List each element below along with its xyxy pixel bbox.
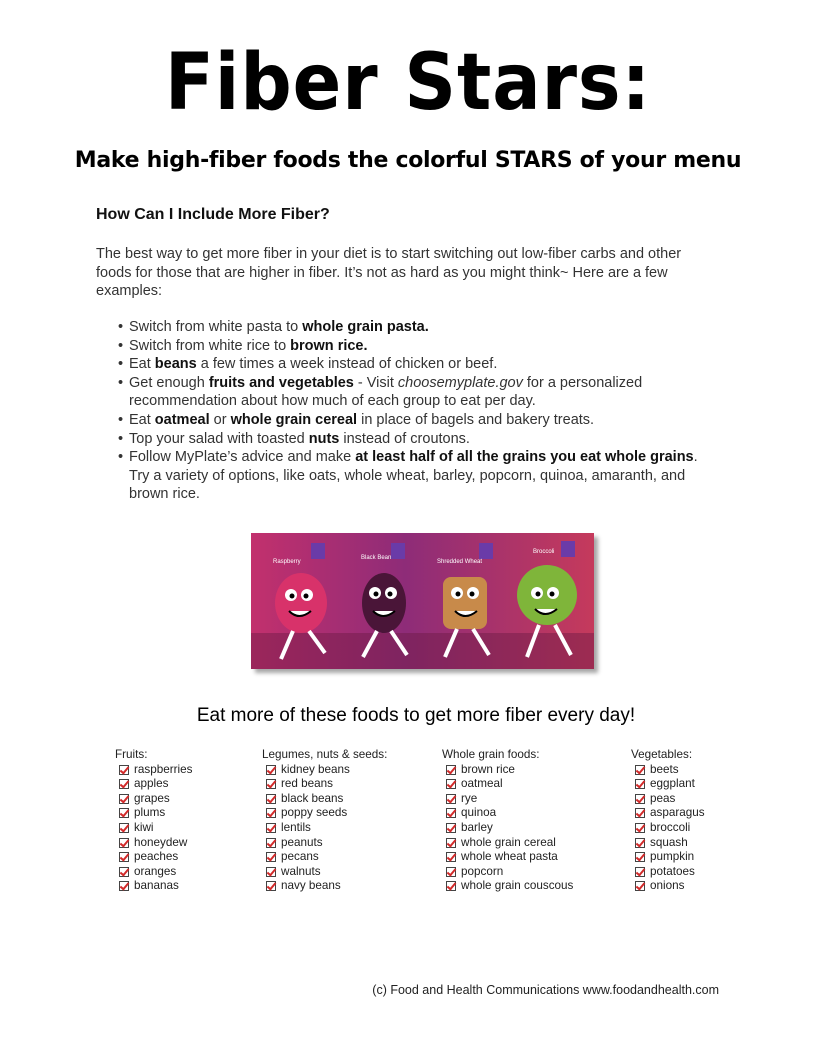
checkmark-icon [266, 852, 276, 862]
checkmark-icon [119, 838, 129, 848]
food-item [631, 821, 705, 836]
tip-item: • Follow MyPlate’s advice and make at least half of all the grains you eat whole grains. Try a variety of options, like oats, whole wheat, barley, popcorn, quinoa, amaranth, and brown rice. [118, 448, 718, 504]
food-item [262, 806, 387, 821]
checkmark-icon [266, 867, 276, 877]
food-item [442, 821, 573, 836]
food-item-label: honeydew [134, 835, 188, 849]
column-heading: Vegetables: [631, 748, 693, 761]
food-item-label: plums [134, 806, 166, 820]
food-item [442, 777, 573, 792]
checkmark-icon [119, 823, 129, 833]
food-item [115, 865, 192, 880]
food-item-label: broccoli [650, 820, 691, 834]
food-item-label: navy beans [281, 879, 341, 893]
food-item [115, 879, 192, 894]
checkmark-icon [446, 765, 456, 775]
checkmark-icon [119, 765, 129, 775]
page-subtitle: Make high-fiber foods the colorful STARS of your menu [74, 148, 742, 173]
food-item [262, 836, 387, 851]
broccoli-label: Broccoli [533, 549, 555, 555]
checkmark-icon [266, 808, 276, 818]
food-item [262, 865, 387, 880]
checkmark-icon [119, 808, 129, 818]
tip-item: • Switch from white pasta to whole grain pasta. [118, 318, 718, 337]
checkmark-icon [266, 881, 276, 891]
food-item [115, 763, 192, 778]
checkmark-icon [446, 867, 456, 877]
food-item-label: whole wheat pasta [461, 850, 558, 864]
food-item-label: poppy seeds [281, 806, 348, 820]
food-item-label: rye [461, 791, 478, 805]
food-item-label: black beans [281, 791, 344, 805]
checkmark-icon [266, 823, 276, 833]
food-item [262, 850, 387, 865]
checkmark-icon [119, 881, 129, 891]
food-item [442, 806, 573, 821]
food-item-label: raspberries [134, 762, 193, 776]
checkmark-icon [635, 867, 645, 877]
checkmark-icon [446, 881, 456, 891]
tip-item: • Top your salad with toasted nuts instead of croutons. [118, 430, 718, 449]
checkmark-icon [446, 838, 456, 848]
whole-grains-column [442, 748, 573, 894]
food-item-label: walnuts [281, 864, 321, 878]
food-item [631, 850, 705, 865]
checkmark-icon [119, 794, 129, 804]
food-item [631, 865, 705, 880]
food-item-label: squash [650, 835, 688, 849]
food-item [442, 836, 573, 851]
food-item [262, 777, 387, 792]
fruits-column [115, 748, 192, 894]
checkmark-icon [446, 808, 456, 818]
food-item [631, 792, 705, 807]
checkmark-icon [446, 779, 456, 789]
food-item-label: whole grain cereal [461, 835, 556, 849]
checkmark-icon [446, 823, 456, 833]
food-item [442, 763, 573, 778]
food-item-label: popcorn [461, 864, 504, 878]
food-item-label: barley [461, 820, 493, 834]
food-item [631, 763, 705, 778]
food-item-label: asparagus [650, 806, 705, 820]
food-item [631, 879, 705, 894]
food-item [115, 806, 192, 821]
column-heading: Whole grain foods: [442, 748, 540, 761]
food-item-label: eggplant [650, 777, 695, 791]
food-item-label: whole grain couscous [461, 879, 574, 893]
food-item [115, 836, 192, 851]
food-item [442, 865, 573, 880]
food-item [115, 821, 192, 836]
checkmark-icon [635, 838, 645, 848]
tip-item: • Get enough fruits and vegetables - Visit choosemyplate.gov for a personalized recommendation about how much of each group to eat per day. [118, 374, 718, 411]
food-item [442, 850, 573, 865]
tips-list [118, 318, 718, 504]
checkmark-icon [119, 852, 129, 862]
food-item-label: peanuts [281, 835, 323, 849]
food-item-label: onions [650, 879, 685, 893]
legumes-column [262, 748, 387, 894]
food-item-label: oranges [134, 864, 177, 878]
food-item [262, 763, 387, 778]
food-item-label: bananas [134, 879, 179, 893]
food-item [262, 792, 387, 807]
checkmark-icon [446, 794, 456, 804]
food-item [262, 821, 387, 836]
checkmark-icon [635, 779, 645, 789]
food-item-label: kiwi [134, 820, 154, 834]
food-item-label: kidney beans [281, 762, 350, 776]
food-item-label: oatmeal [461, 777, 503, 791]
food-item-label: pecans [281, 850, 319, 864]
dancing-foods-graphic [251, 533, 594, 669]
tip-item: • Switch from white rice to brown rice. [118, 337, 718, 356]
checkmark-icon [635, 852, 645, 862]
tip-item: • Eat oatmeal or whole grain cereal in place of bagels and bakery treats. [118, 411, 718, 430]
food-item-label: potatoes [650, 864, 695, 878]
food-item-label: peaches [134, 850, 179, 864]
food-item-label: peas [650, 791, 676, 805]
food-item-label: brown rice [461, 762, 515, 776]
food-item-label: pumpkin [650, 850, 695, 864]
food-item [115, 850, 192, 865]
food-item-label: lentils [281, 820, 311, 834]
food-item [631, 777, 705, 792]
checkmark-icon [635, 823, 645, 833]
section-heading: How Can I Include More Fiber? [96, 206, 330, 223]
column-heading: Fruits: [115, 748, 148, 761]
checkmark-icon [266, 794, 276, 804]
eat-more-heading: Eat more of these foods to get more fiber every day! [196, 705, 636, 726]
food-item-label: apples [134, 777, 169, 791]
food-item [262, 879, 387, 894]
column-heading: Legumes, nuts & seeds: [262, 748, 388, 761]
food-item [631, 806, 705, 821]
vegetables-column [631, 748, 705, 894]
food-item [442, 879, 573, 894]
food-item-label: grapes [134, 791, 170, 805]
tip-item: • Eat beans a few times a week instead of chicken or beef. [118, 355, 718, 374]
checkmark-icon [266, 838, 276, 848]
food-item-label: beets [650, 762, 679, 776]
black-bean-label: Black Bean [361, 555, 392, 561]
checkmark-icon [266, 779, 276, 789]
checkmark-icon [266, 765, 276, 775]
shredded-wheat-label: Shredded Wheat [437, 559, 483, 565]
food-item-label: red beans [281, 777, 333, 791]
copyright-footer: (c) Food and Health Communications www.foodandhealth.com [372, 983, 719, 997]
food-item [442, 792, 573, 807]
intro-paragraph: The best way to get more fiber in your diet is to start switching out low-fiber carbs and other foods for those that are higher in fiber. It’s not as hard as you might think~ Here are a few examples: [96, 246, 682, 299]
checkmark-icon [635, 794, 645, 804]
checkmark-icon [635, 881, 645, 891]
food-item-label: quinoa [461, 806, 497, 820]
checkmark-icon [119, 867, 129, 877]
checkmark-icon [635, 808, 645, 818]
food-item [115, 777, 192, 792]
checkmark-icon [119, 779, 129, 789]
food-item [631, 836, 705, 851]
raspberry-label: Raspberry [273, 559, 301, 565]
checkmark-icon [635, 765, 645, 775]
page-title: Fiber Stars: [164, 38, 652, 128]
dancing-foods-illustration [251, 533, 594, 669]
checkmark-icon [446, 852, 456, 862]
food-item [115, 792, 192, 807]
